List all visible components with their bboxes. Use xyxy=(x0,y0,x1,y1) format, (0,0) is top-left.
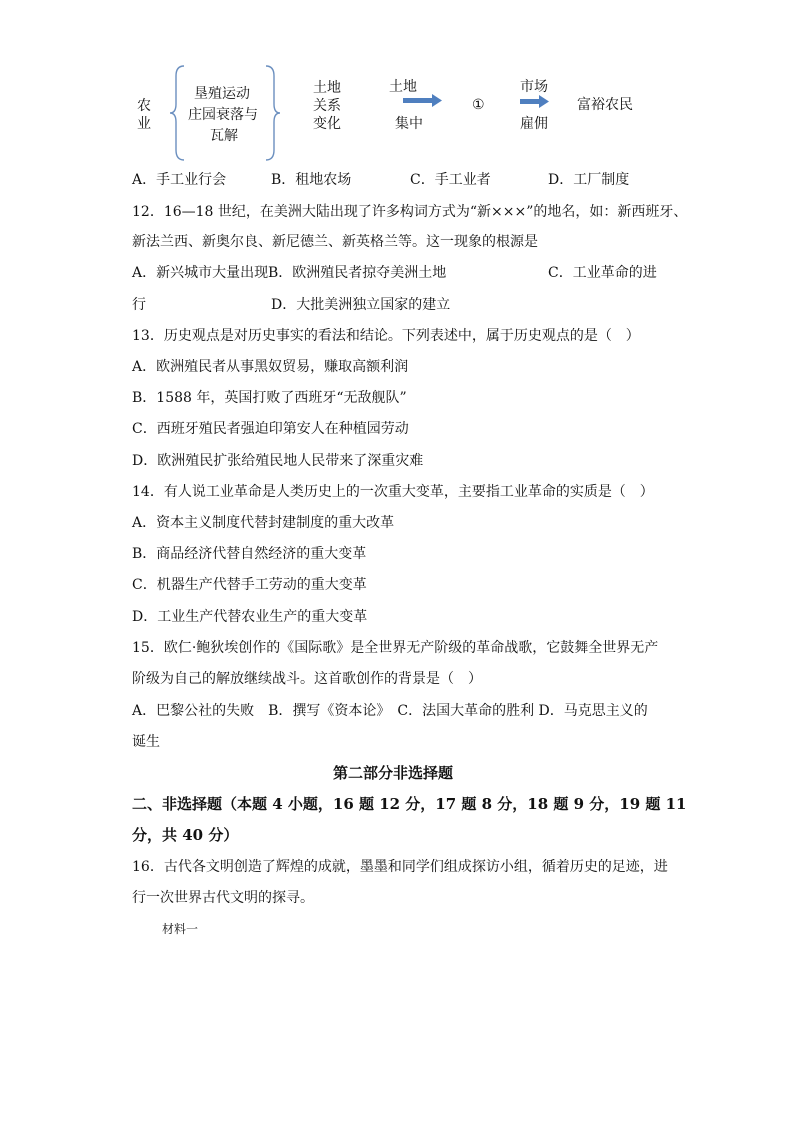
q16-stem-line2: 行一次世界古代文明的探寻。 xyxy=(132,890,314,906)
q14-option-d: D．工业生产代替农业生产的重大变革 xyxy=(132,609,368,625)
q12-option-c: C．工业革命的进 xyxy=(548,265,657,281)
left-brace-icon xyxy=(168,64,188,162)
arrow-right-icon-2 xyxy=(520,95,550,109)
q16-material-label: 材料一 xyxy=(162,922,199,936)
section-heading-line2: 分，共 40 分） xyxy=(132,826,239,844)
q12-stem-line1: 12．16—18 世纪，在美洲大陆出现了许多构词方式为“新×××”的地名，如：新西班牙、 xyxy=(132,204,688,220)
q15-stem-line2: 阶级为自己的解放继续战斗。这首歌创作的背景是（ ） xyxy=(132,671,482,687)
relation-line-3: 变化 xyxy=(313,116,341,132)
q13-option-d: D．欧洲殖民扩张给殖民地人民带来了深重灾难 xyxy=(132,453,424,469)
q14-stem: 14．有人说工业革命是人类历史上的一次重大变革，主要指工业革命的实质是（ ） xyxy=(132,484,654,500)
q13-option-c: C．西班牙殖民者强迫印第安人在种植园劳动 xyxy=(132,421,409,437)
q11-option-c: C．手工业者 xyxy=(410,172,491,188)
q13-option-a: A．欧洲殖民者从事黑奴贸易，赚取高额利润 xyxy=(132,359,409,375)
q13-stem: 13．历史观点是对历史事实的看法和结论。下列表述中，属于历史观点的是（ ） xyxy=(132,328,640,344)
concentration-bottom-label: 集中 xyxy=(395,116,423,132)
q12-option-a: A．新兴城市大量出现 xyxy=(132,265,269,281)
market-bottom-label: 雇佣 xyxy=(520,116,548,132)
diagram-blank-marker: ① xyxy=(472,97,485,113)
q14-option-c: C．机器生产代替手工劳动的重大变革 xyxy=(132,577,367,593)
diagram-left-label-2: 业 xyxy=(137,116,151,132)
q15-options: A．巴黎公社的失败 B．撰写《资本论》 C．法国大革命的胜利 D．马克思主义的 xyxy=(132,703,648,719)
q15-option-d-continued: 诞生 xyxy=(132,734,160,750)
q15-stem-line1: 15．欧仁·鲍狄埃创作的《国际歌》是全世界无产阶级的革命战歌，它鼓舞全世界无产 xyxy=(132,640,659,656)
section-heading-line1: 二、非选择题（本题 4 小题，16 题 12 分，17 题 8 分，18 题 9 分，19 题 11 xyxy=(132,795,687,813)
q16-stem-line1: 16．古代各文明创造了辉煌的成就，墨墨和同学们组成探访小组，循着历史的足迹，进 xyxy=(132,859,668,875)
q11-option-a: A．手工业行会 xyxy=(132,172,227,188)
brace-item-3: 瓦解 xyxy=(210,128,238,144)
q12-option-d: D．大批美洲独立国家的建立 xyxy=(271,297,451,313)
q13-option-b: B．1588 年，英国打败了西班牙“无敌舰队” xyxy=(132,390,407,406)
right-brace-icon xyxy=(262,64,282,162)
q14-option-b: B．商品经济代替自然经济的重大变革 xyxy=(132,546,367,562)
market-top-label: 市场 xyxy=(520,79,548,95)
diagram-left-label-1: 农 xyxy=(137,98,151,114)
arrow-right-icon xyxy=(403,94,443,108)
q12-option-b: B．欧洲殖民者掠夺美洲土地 xyxy=(268,265,447,281)
diagram-result: 富裕农民 xyxy=(577,97,633,113)
q11-option-b: B．租地农场 xyxy=(271,172,352,188)
q11-option-d: D．工厂制度 xyxy=(548,172,630,188)
concentration-top-label: 土地 xyxy=(389,79,417,95)
relation-line-1: 土地 xyxy=(313,80,341,96)
relation-line-2: 关系 xyxy=(313,98,341,114)
q14-option-a: A．资本主义制度代替封建制度的重大改革 xyxy=(132,515,395,531)
q12-option-c-continued: 行 xyxy=(132,297,146,313)
brace-item-2: 庄园衰落与 xyxy=(188,107,258,123)
brace-item-1: 垦殖运动 xyxy=(194,86,250,102)
q12-stem-line2: 新法兰西、新奥尔良、新尼德兰、新英格兰等。这一现象的根源是 xyxy=(132,234,538,250)
part2-title: 第二部分非选择题 xyxy=(333,764,454,782)
